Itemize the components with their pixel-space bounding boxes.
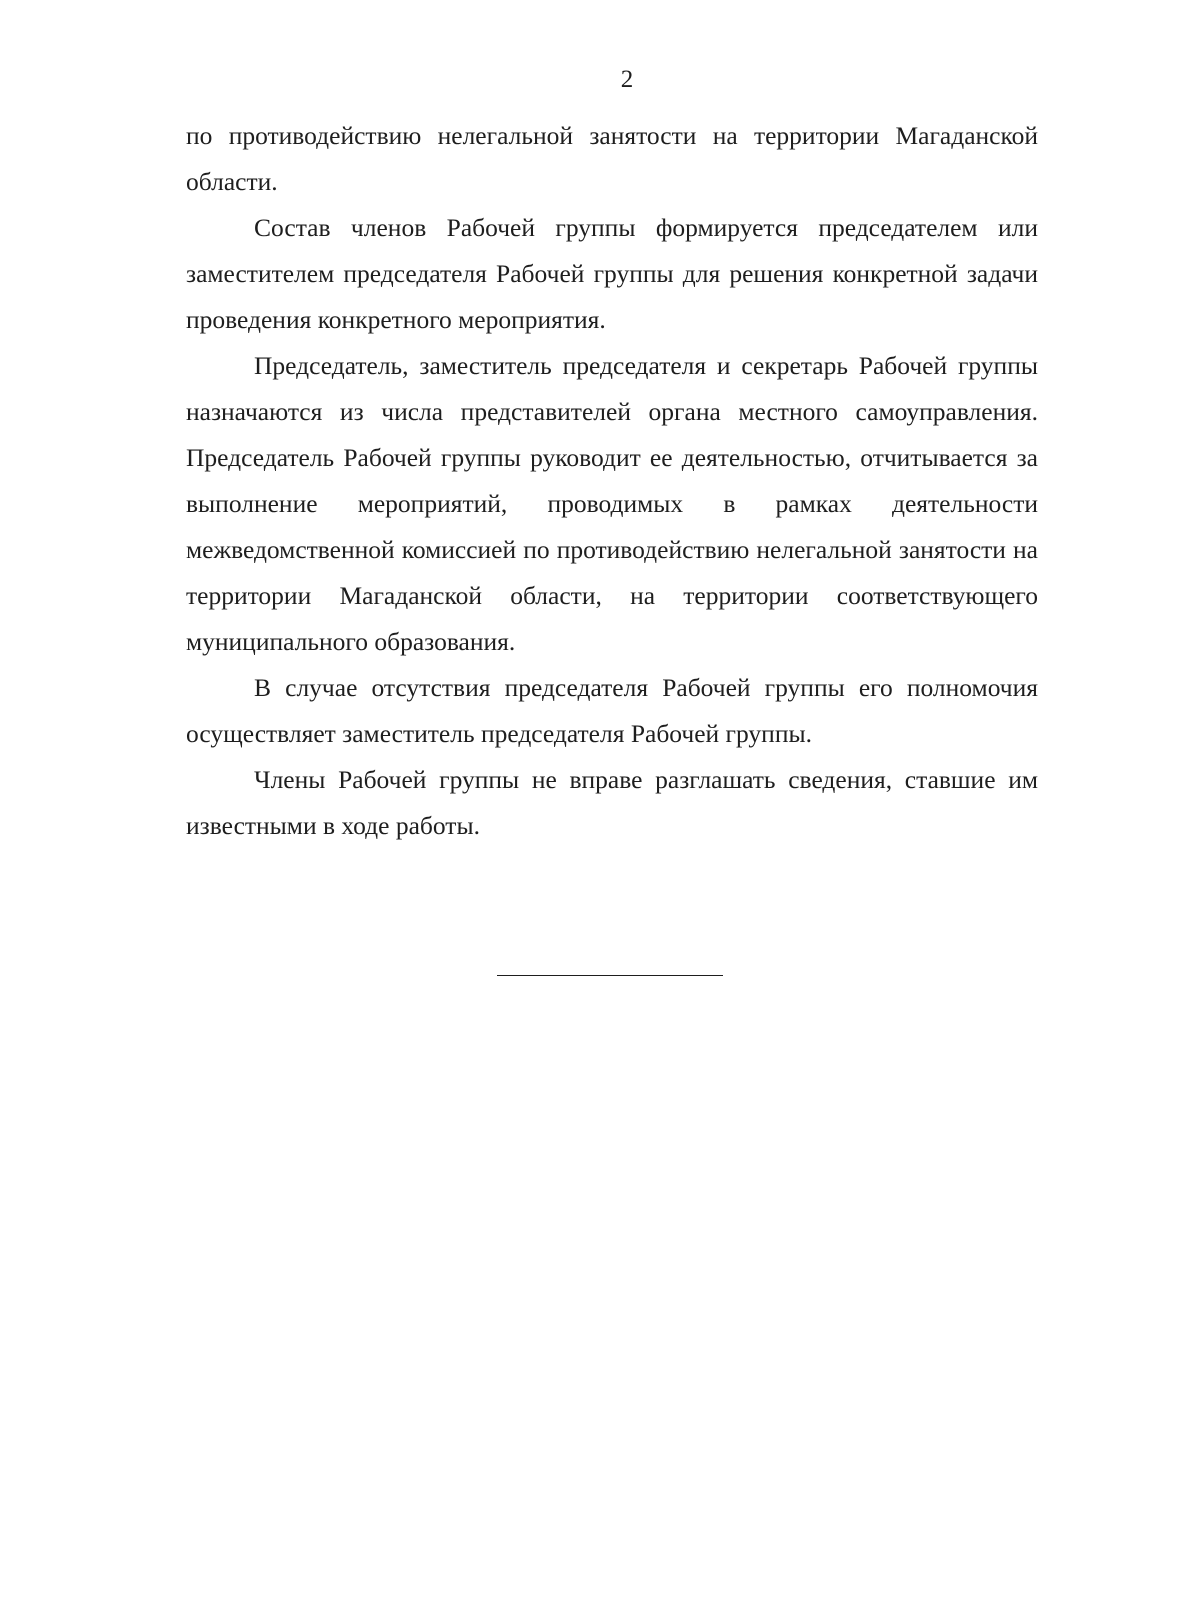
paragraph-chairman: Председатель, заместитель председателя и секретарь Рабочей группы назначаются из числа представителей органа местного самоуправления. Председатель Рабочей группы руководит ее деятельностью, отчитывается за выполнение мероприятий, проводимых в рамках деятельности межведомственной комиссией по противодействию нелегальной занятости на территории Магаданской области, на территории соответствующего муниципального образования. bbox=[186, 351, 1038, 656]
end-of-document-rule bbox=[497, 975, 723, 976]
document-body bbox=[186, 113, 1038, 849]
page-number: 2 bbox=[620, 66, 634, 93]
paragraph-composition: Состав членов Рабочей группы формируется председателем или заместителем председателя Рабочей группы для решения конкретной задачи проведения конкретного мероприятия. bbox=[186, 213, 1038, 334]
paragraph-continuation: по противодействию нелегальной занятости на территории Магаданской области. bbox=[186, 121, 1038, 196]
paragraph-confidentiality: Члены Рабочей группы не вправе разглашать сведения, ставшие им известными в ходе работы. bbox=[186, 765, 1038, 840]
paragraph-absence: В случае отсутствия председателя Рабочей группы его полномочия осуществляет заместитель председателя Рабочей группы. bbox=[186, 673, 1038, 748]
